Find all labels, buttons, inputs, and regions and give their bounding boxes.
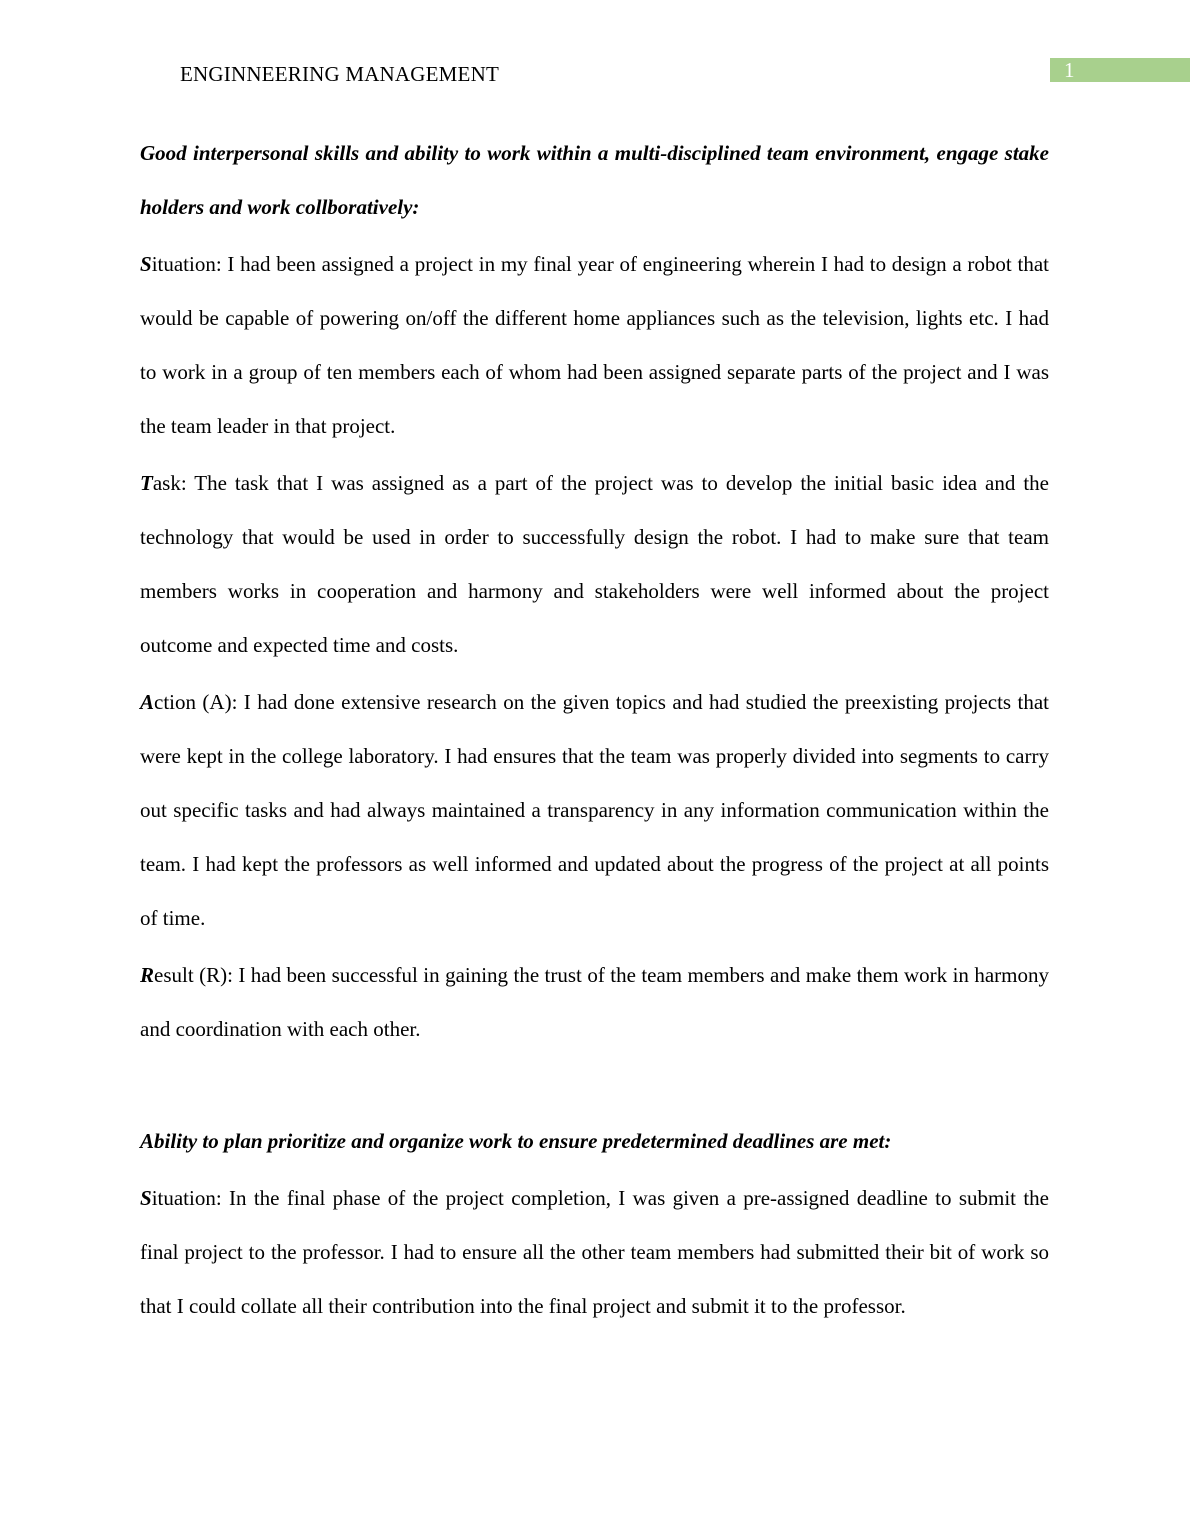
situation-text: ituation: I had been assigned a project in my final year of engineering wherein I had to design a robot that would be capable of powering on/off the different home appliances such as the television, lights etc. I had to work in a group of ten members each of whom had been assigned separate parts of the project and I was the team leader in that project. — [140, 252, 1049, 438]
section-spacer — [140, 1056, 1049, 1114]
star-task-paragraph — [140, 456, 1049, 672]
task-lead-letter: T — [140, 471, 153, 495]
result-lead-letter: R — [140, 963, 155, 987]
action-lead-letter: A — [140, 690, 155, 714]
section-heading-interpersonal-skills: Good interpersonal skills and ability to work within a multi-disciplined team environment, engage stake holders and work collboratively: — [140, 141, 1049, 219]
page-number-box — [1050, 58, 1190, 82]
result-text: esult (R): I had been successful in gaining the trust of the team members and make them work in harmony and coordination with each other. — [140, 963, 1049, 1041]
star-action-paragraph — [140, 675, 1049, 945]
star-situation-paragraph — [140, 237, 1049, 453]
situation-lead-letter-2: S — [140, 1186, 152, 1210]
situation-text-2: ituation: In the final phase of the project completion, I was given a pre-assigned deadline to submit the final project to the professor. I had to ensure all the other team members had submitted their bit of work so that I could collate all their contribution into the final project and submit it to the professor. — [140, 1186, 1049, 1318]
star-result-paragraph — [140, 948, 1049, 1056]
running-header-title: ENGINNEERING MANAGEMENT — [180, 62, 499, 86]
situation-lead-letter: S — [140, 252, 152, 276]
task-text: ask: The task that I was assigned as a part of the project was to develop the initial basic idea and the technology that would be used in order to successfully design the robot. I had to make sure that team members works in cooperation and harmony and stakeholders were well informed about the project outcome and expected time and costs. — [140, 471, 1049, 657]
document-body — [140, 126, 1049, 1333]
page-number: 1 — [1064, 58, 1075, 82]
section-heading-planning-deadlines: Ability to plan prioritize and organize work to ensure predetermined deadlines are met: — [140, 1129, 892, 1153]
star-situation-paragraph-2 — [140, 1171, 1049, 1333]
action-text: ction (A): I had done extensive research on the given topics and had studied the preexisting projects that were kept in the college laboratory. I had ensures that the team was properly divided into segments to carry out specific tasks and had always maintained a transparency in any information communication within the team. I had kept the professors as well informed and updated about the progress of the project at all points of time. — [140, 690, 1049, 930]
